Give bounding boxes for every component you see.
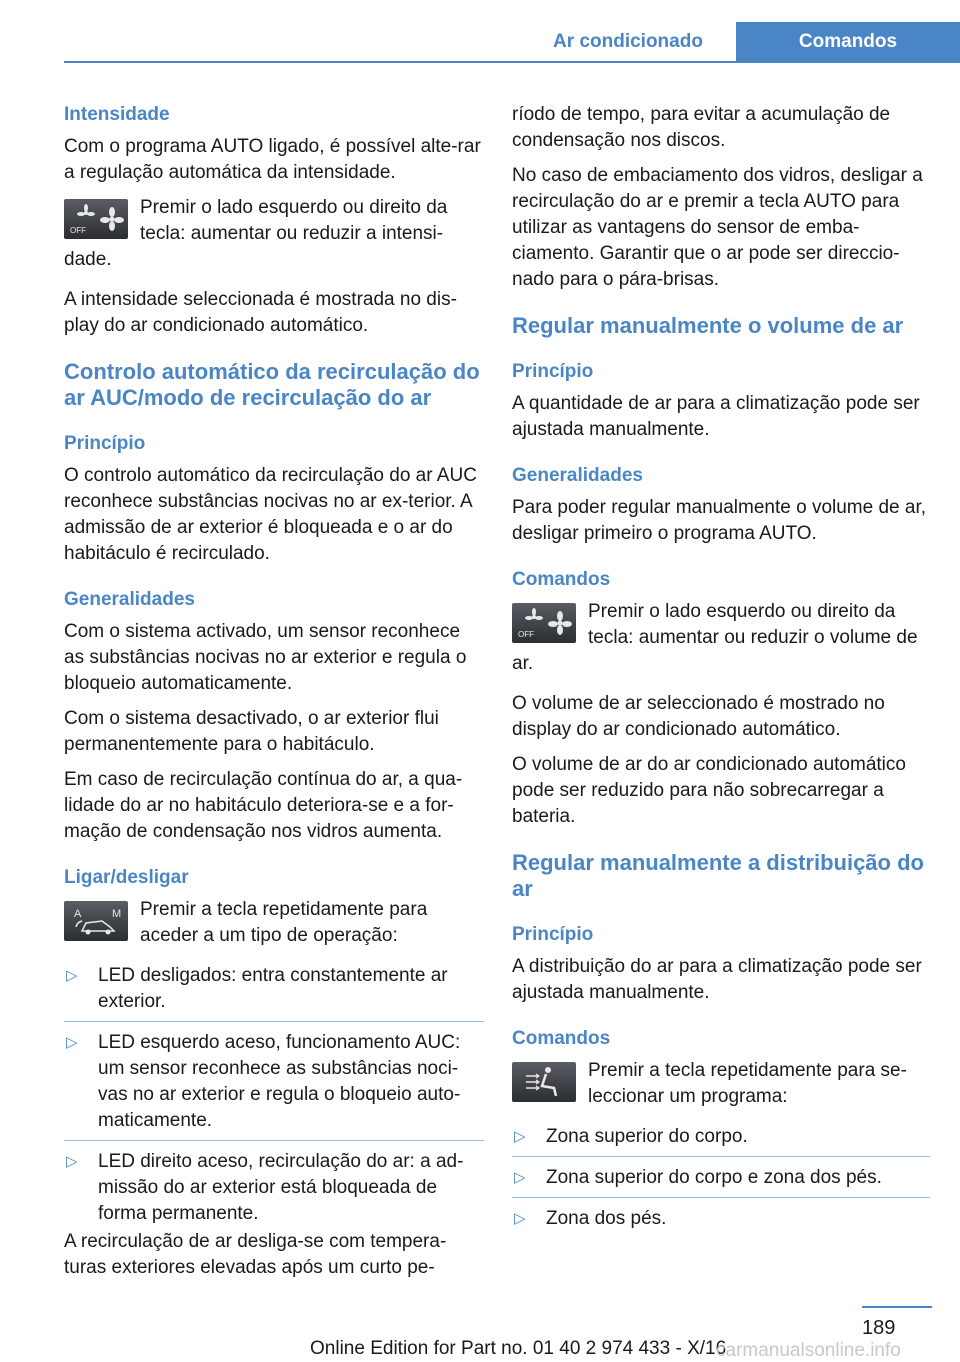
- svg-text:M: M: [112, 908, 122, 920]
- paragraph: No caso de embaciamento dos vidros, desligar a recirculação do ar e premir a tecla AUTO para utilizar as vantagens do sensor de emba-ciamento. Garantir que o ar pode ser direccio-nado para o pára-brisas.: [512, 165, 923, 290]
- subheading-principio: Princípio: [64, 433, 146, 454]
- paragraph: Em caso de recirculação contínua do ar, a qua-lidade do ar no habitáculo deteriora-se e a for-mação de condensação nos vidros aumenta.: [64, 769, 463, 842]
- fan-key-paragraph: [512, 599, 930, 677]
- list-item: ▷ LED esquerdo aceso, funcionamento AUC: um sensor reconhece as substâncias noci-vas no ar exterior e regula o bloqueio auto-maticamente.: [64, 1030, 484, 1141]
- paragraph: A distribuição do ar para a climatização pode ser ajustada manualmente.: [512, 956, 922, 1003]
- list-item: ▷ Zona superior do corpo.: [512, 1124, 930, 1157]
- recirc-key-paragraph: [64, 897, 484, 949]
- recirculation-key-icon: [64, 901, 128, 941]
- paragraph: Para poder regular manualmente o volume de ar, desligar primeiro o programa AUTO.: [512, 497, 927, 544]
- fan-key-icon: [512, 603, 576, 643]
- distribution-program-list: [512, 1124, 930, 1238]
- triangle-bullet-icon: ▷: [66, 1153, 78, 1170]
- section-heading-auc: Controlo automático da recirculação do ar AUC/modo de recirculação do ar: [64, 359, 480, 410]
- key-instruction-text: Premir o lado esquerdo ou direito da tecla: aumentar ou reduzir a intensi-dade.: [64, 197, 448, 270]
- key-instruction-text: Premir a tecla repetidamente para aceder a um tipo de operação:: [140, 899, 428, 946]
- footer-rule: [862, 1306, 932, 1308]
- subheading-comandos: Comandos: [512, 1028, 611, 1049]
- section-heading-distribution: Regular manualmente a distribuição do ar: [512, 850, 924, 901]
- right-column: [512, 102, 930, 1248]
- key-instruction-text: Premir a tecla repetidamente para se-leccionar um programa:: [588, 1060, 907, 1107]
- paragraph: Com o sistema desactivado, o ar exterior flui permanentemente para o habitáculo.: [64, 708, 439, 755]
- subheading-generalidades: Generalidades: [64, 589, 195, 610]
- triangle-bullet-icon: ▷: [514, 1210, 526, 1227]
- paragraph: O controlo automático da recirculação do ar AUC reconhece substâncias nocivas no ar ex-terior. A admissão de ar exterior é bloqueada e o ar do habitáculo é recirculado.: [64, 465, 477, 564]
- list-item: ▷ LED desligados: entra constantemente ar exterior.: [64, 963, 484, 1022]
- section-heading-volume: Regular manualmente o volume de ar: [512, 313, 904, 338]
- paragraph: Com o sistema activado, um sensor reconhece as substâncias nocivas no ar exterior e regula o bloqueio automaticamente.: [64, 621, 467, 694]
- triangle-bullet-icon: ▷: [66, 1034, 78, 1051]
- svg-text:OFF: OFF: [70, 226, 86, 235]
- triangle-bullet-icon: ▷: [514, 1169, 526, 1186]
- distribution-key-paragraph: [512, 1058, 930, 1110]
- svg-text:A: A: [74, 908, 82, 920]
- list-item: ▷ LED direito aceso, recirculação do ar: a ad-missão do ar exterior está bloqueada de forma permanente.: [66, 1151, 464, 1224]
- svg-text:OFF: OFF: [518, 630, 534, 639]
- paragraph: A quantidade de ar para a climatização pode ser ajustada manualmente.: [512, 393, 920, 440]
- paragraph: Com o programa AUTO ligado, é possível alte-rar a regulação automática da intensidade.: [64, 136, 481, 183]
- subheading-generalidades: Generalidades: [512, 465, 643, 486]
- operation-mode-list: [64, 963, 484, 1233]
- subheading-principio: Princípio: [512, 924, 594, 945]
- paragraph: A recirculação de ar desliga-se com tempera-turas exteriores elevadas após um curto pe-: [64, 1231, 447, 1278]
- triangle-bullet-icon: ▷: [514, 1128, 526, 1145]
- section-tab[interactable]: Ar condicionado: [553, 31, 703, 52]
- fan-key-paragraph: [64, 195, 484, 273]
- triangle-bullet-icon: ▷: [66, 967, 78, 984]
- paragraph: O volume de ar seleccionado é mostrado no display do ar condicionado automático.: [512, 693, 885, 740]
- list-item: ▷ Zona dos pés.: [512, 1206, 930, 1238]
- subheading-principio: Princípio: [512, 361, 594, 382]
- subheading-ligar: Ligar/desligar: [64, 867, 189, 888]
- left-column: [64, 102, 484, 1290]
- list-item: ▷ Zona superior do corpo e zona dos pés.: [512, 1165, 930, 1198]
- paragraph: O volume de ar do ar condicionado automático pode ser reduzido para não sobrecarregar a bateria.: [512, 754, 906, 827]
- watermark: carmanualsonline.info: [716, 1340, 901, 1361]
- key-instruction-text: Premir o lado esquerdo ou direito da tecla: aumentar ou reduzir o volume de ar.: [512, 601, 918, 674]
- chapter-tab[interactable]: Comandos: [736, 22, 960, 62]
- paragraph: ríodo de tempo, para evitar a acumulação de condensação nos discos.: [512, 104, 891, 151]
- page-number: 189: [862, 1317, 896, 1339]
- air-distribution-key-icon: [512, 1062, 576, 1102]
- fan-key-icon: [64, 199, 128, 239]
- subheading-comandos: Comandos: [512, 569, 611, 590]
- paragraph: A intensidade seleccionada é mostrada no dis-play do ar condicionado automático.: [64, 289, 457, 336]
- edition-footer: Online Edition for Part no. 01 40 2 974 433 - X/16: [310, 1338, 727, 1359]
- subheading-intensidade: Intensidade: [64, 104, 170, 125]
